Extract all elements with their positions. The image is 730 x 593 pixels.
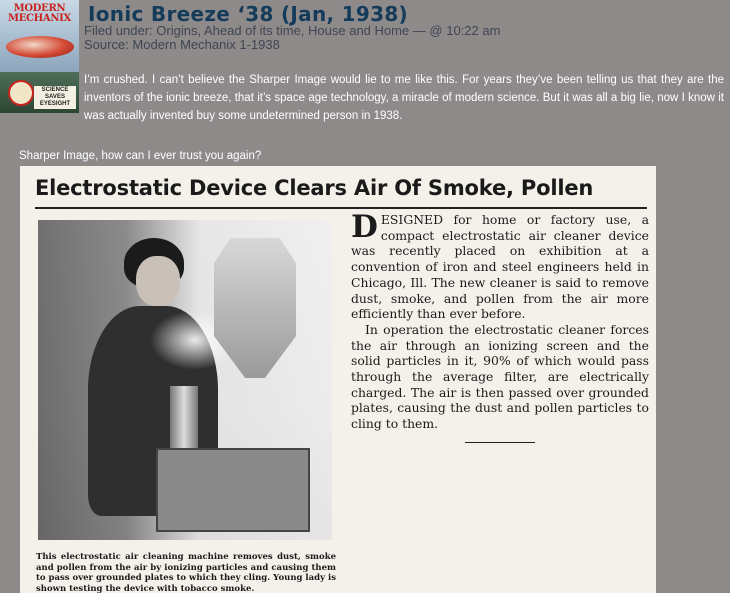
cover-masthead-line2: MECHANIX [7, 13, 72, 24]
cover-badge [8, 80, 34, 106]
cover-airship-illustration [6, 36, 74, 58]
scan-paragraph-1-text: ESIGNED for home or factory use, a compact electrostatic air cleaner device was recently placed on exhibition at a convention of iron and steel engineers held in Chicago, Ill. The new cleaner is said to remove dust, smoke, and pollen from the air more efficiently than ever before. [351, 212, 649, 322]
scan-article-body [351, 209, 649, 443]
post-timestamp: — @ 10:22 am [409, 23, 501, 38]
category-separator: , [197, 23, 204, 38]
category-link-ahead-of-its-time[interactable]: Ahead of its time [203, 23, 301, 38]
scan-headline: Electrostatic Device Clears Air Of Smoke, Pollen [35, 176, 594, 200]
category-separator: , [300, 23, 309, 38]
scan-photo-caption: This electrostatic air cleaning machine removes dust, smoke and pollen from the air by ionizing particles and causing them to pass over grounded plates to which they cling. Young lady is shown testing the device with tobacco smoke. [36, 552, 336, 593]
cover-tagline: SCIENCE SAVES EYESIGHT [34, 86, 76, 109]
scan-dropcap: D [351, 209, 378, 245]
post-lead-line: Sharper Image, how can I ever trust you again? [19, 150, 262, 162]
cover-masthead [2, 4, 77, 26]
post-title[interactable]: Ionic Breeze ‘38 (Jan, 1938) [88, 2, 408, 26]
scan-photo [38, 220, 332, 540]
category-link-origins[interactable]: Origins [156, 23, 198, 38]
photo-device-tube [170, 386, 198, 450]
scan-headline-rule [35, 207, 647, 209]
scan-paragraph-1 [351, 209, 649, 322]
category-link-house-and-home[interactable]: House and Home [308, 23, 410, 38]
article-scan-image[interactable] [20, 166, 656, 593]
scan-paragraph-2: In operation the electrostatic cleaner forces the air through an ionizing screen and the solid particles in it, 90% of which would pass through the average filter, are electrically charged. The air is then passed over grounded plates, causing the dust and pollen particles to cling to them. [351, 321, 649, 432]
post-source: Source: Modern Mechanix 1-1938 [84, 37, 280, 52]
post-meta [84, 24, 500, 52]
photo-woman-face [136, 256, 180, 306]
post-intro: I’m crushed. I can’t believe the Sharper Image would lie to me like this. For years they’ve been telling us that they are the inventors of the ionic breeze, that it’s space age technology, a miracle of modern science. But it was all a big lie, now I know it was actually invented buy some undetermined person in 1938. [84, 74, 724, 122]
magazine-cover-thumbnail[interactable] [0, 0, 79, 113]
post-filed-under [84, 24, 500, 38]
cover-masthead-line1: MODERN [13, 3, 66, 14]
filed-under-prefix: Filed under: [84, 23, 157, 38]
scan-end-rule [465, 442, 535, 443]
photo-device-base [156, 448, 310, 532]
